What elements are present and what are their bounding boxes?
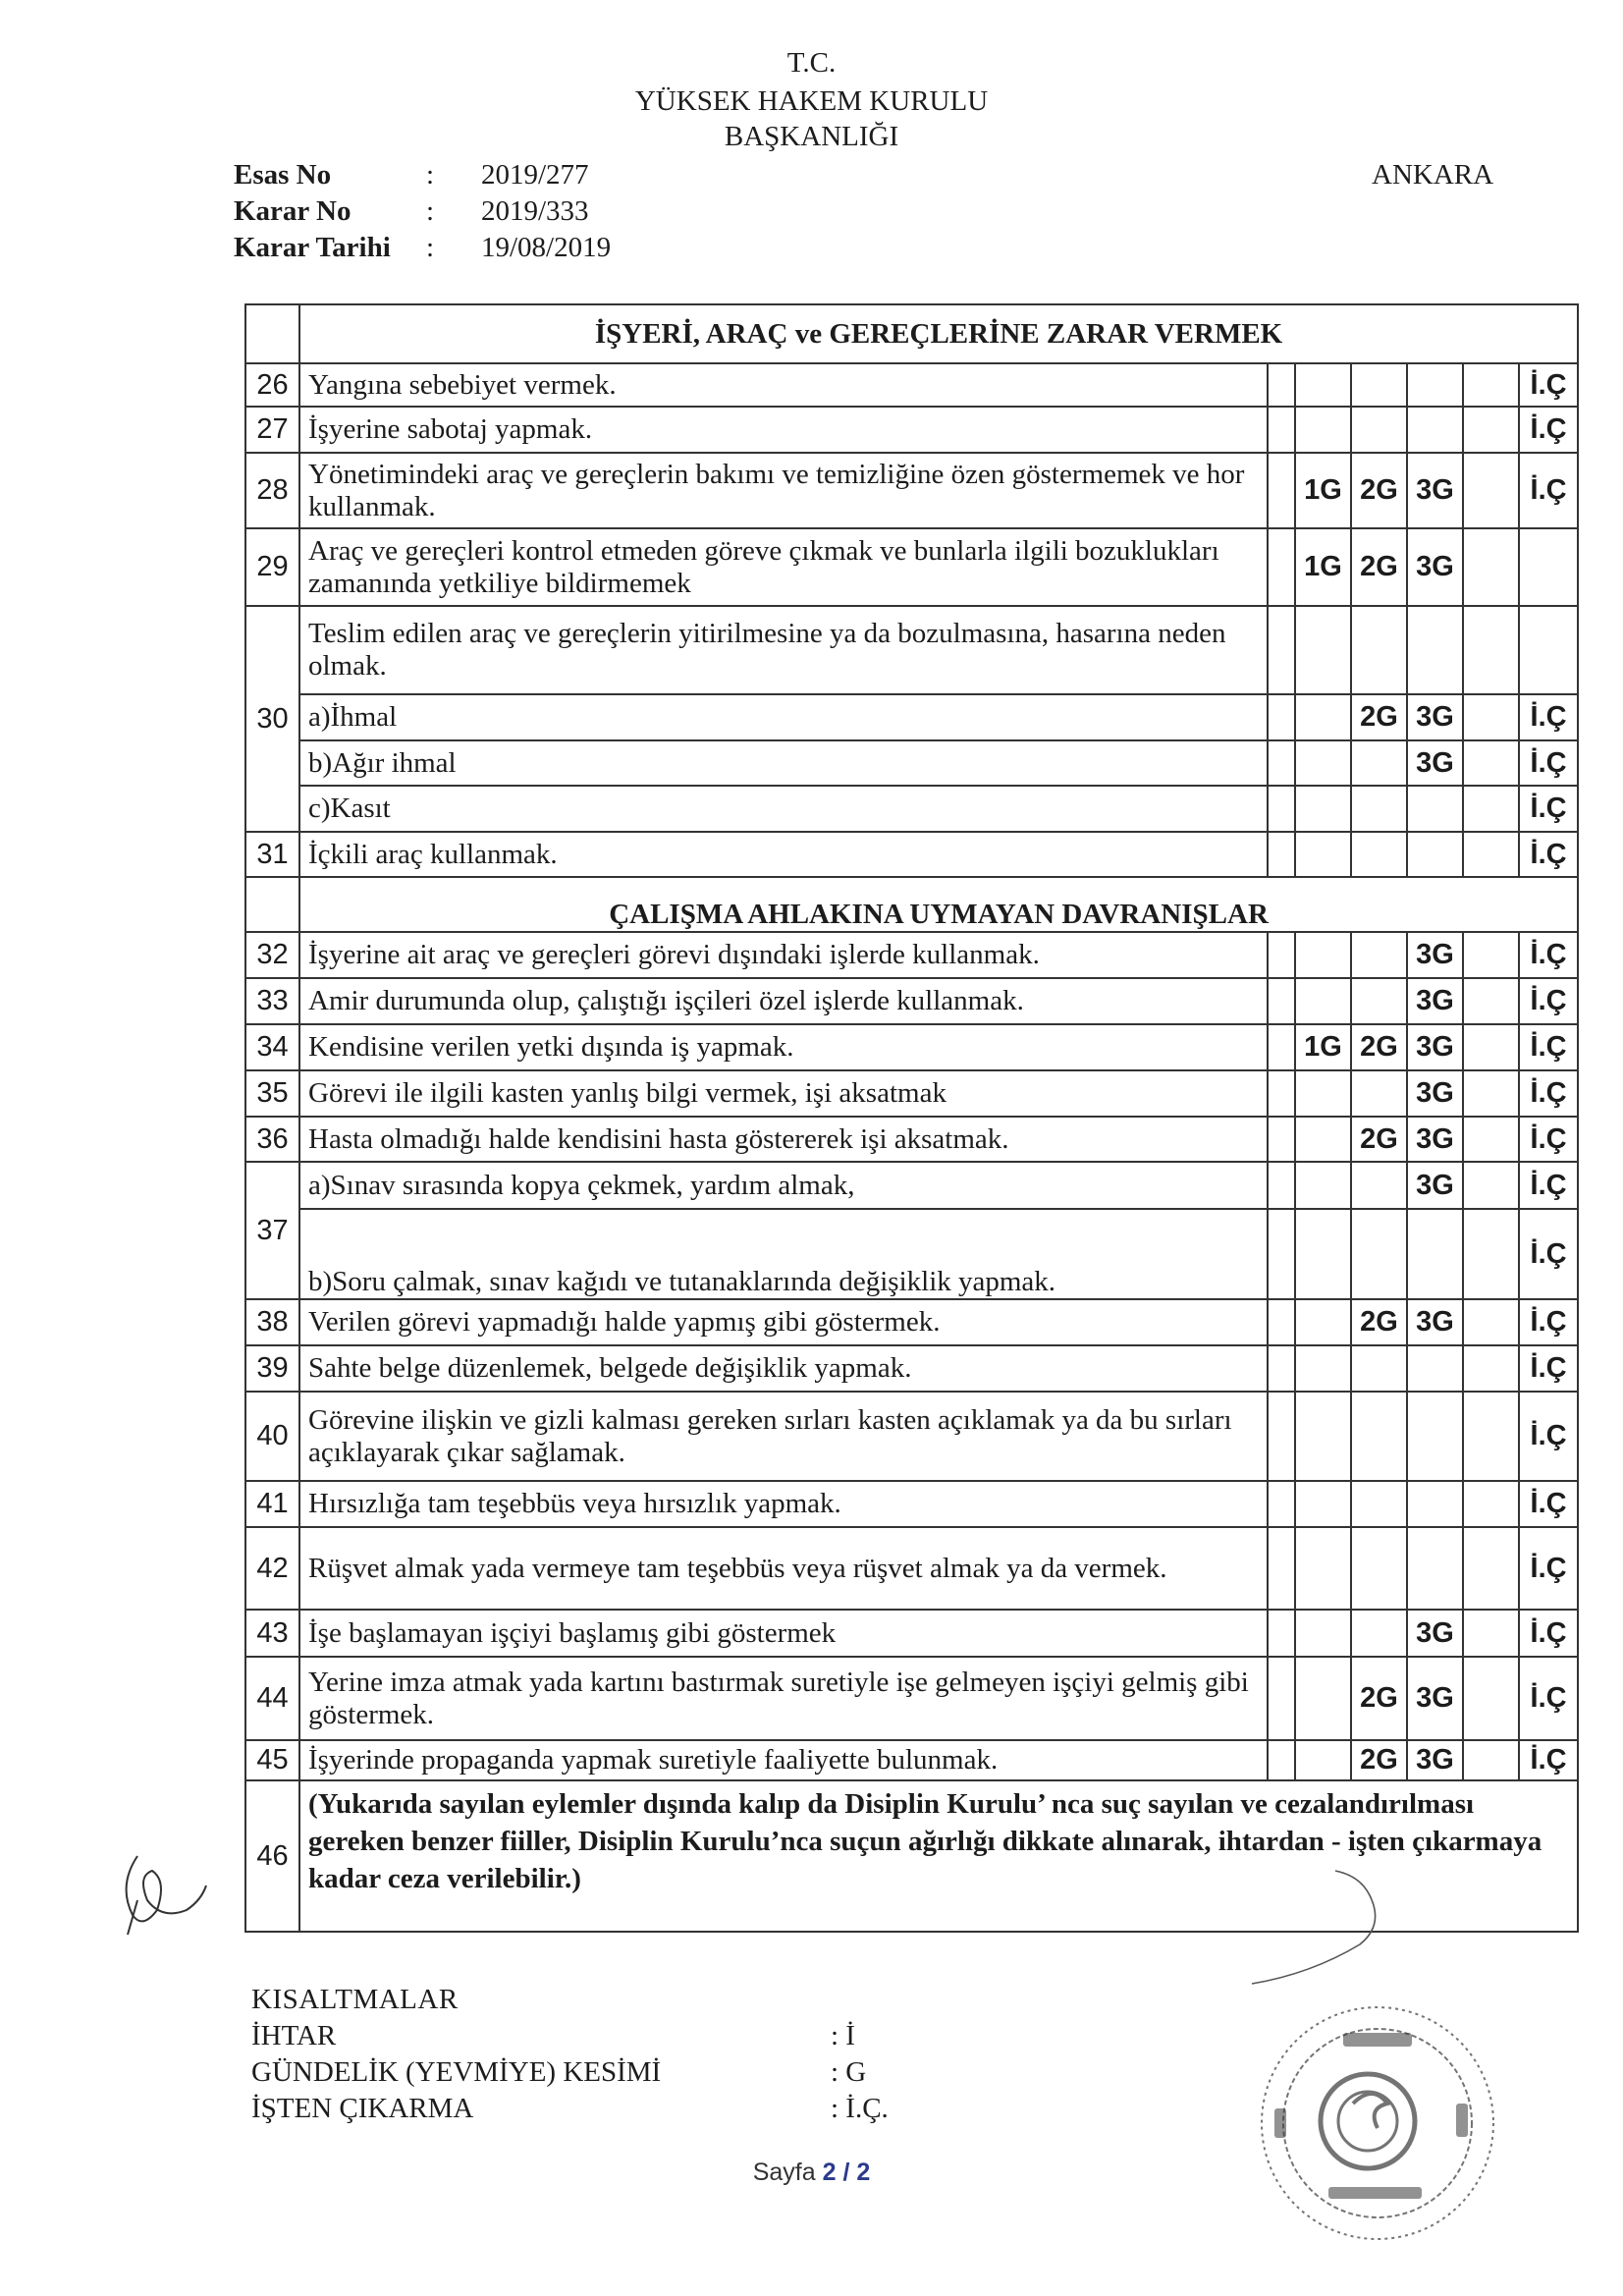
table-subrow [245, 694, 1578, 740]
row-number: 40 [245, 1392, 299, 1481]
table-row [245, 1740, 1578, 1780]
table-subrow [245, 786, 1578, 832]
table-row [245, 1345, 1578, 1392]
section-row [245, 877, 1578, 932]
row-number: 27 [245, 407, 299, 453]
row-text: c)Kasıt [299, 786, 1268, 832]
row-text: İşyerinde propaganda yapmak suretiyle faaliyette bulunmak. [299, 1740, 1268, 1780]
penalty-3g: 3G [1407, 528, 1463, 606]
table-row [245, 1392, 1578, 1481]
table-row [245, 407, 1578, 453]
penalty-2g: 2G [1351, 1024, 1407, 1070]
meta-value: 2019/333 [481, 195, 589, 227]
row-number: 44 [245, 1657, 299, 1740]
penalty-ic: İ.Ç [1519, 1024, 1578, 1070]
row-text: Teslim edilen araç ve gereçlerin yitirilmesine ya da bozulmasına, hasarına neden olmak. [299, 606, 1268, 694]
penalty-ic: İ.Ç [1519, 694, 1578, 740]
row-text: Görevi ile ilgili kasten yanlış bilgi vermek, işi aksatmak [299, 1070, 1268, 1117]
row-number: 37 [245, 1162, 299, 1299]
penalty-ic: İ.Ç [1519, 1345, 1578, 1392]
penalty-3g: 3G [1407, 1024, 1463, 1070]
header-tc: T.C. [786, 47, 837, 79]
penalty-3g: 3G [1407, 1070, 1463, 1117]
row-text: Sahte belge düzenlemek, belgede değişiklik yapmak. [299, 1345, 1268, 1392]
table-row [245, 1070, 1578, 1117]
penalty-3g: 3G [1407, 740, 1463, 786]
row-number: 29 [245, 528, 299, 606]
penalty-ic: İ.Ç [1519, 1527, 1578, 1610]
meta-row-tarih [234, 230, 611, 266]
row-text: Kendisine verilen yetki dışında iş yapmak. [299, 1024, 1268, 1070]
page-count: 2 / 2 [822, 2159, 871, 2186]
penalty-ic: İ.Ç [1519, 786, 1578, 832]
penalty-ic: İ.Ç [1519, 1209, 1578, 1299]
abbreviation-row [251, 2018, 889, 2054]
penalty-ic: İ.Ç [1519, 978, 1578, 1024]
abbreviations [251, 1982, 889, 2127]
penalty-table [244, 303, 1579, 1933]
table-row [245, 1527, 1578, 1610]
row-text: (Yukarıda sayılan eylemler dışında kalıp da Disiplin Kurulu’ nca suç sayılan ve cezalandırılması gereken benzer fiiller, Disiplin Kurulu’nca suçun ağırlığı dikkate alınarak, ihtardan - işten çıkarmaya kadar ceza verilebilir.) [299, 1780, 1578, 1932]
table-row [245, 1024, 1578, 1070]
table-row [245, 1299, 1578, 1345]
penalty-3g: 3G [1407, 1657, 1463, 1740]
meta-row-esas [234, 157, 611, 193]
row-text: Görevine ilişkin ve gizli kalması gereken sırları kasten açıklamak ya da bu sırları açıklayarak çıkar sağlamak. [299, 1392, 1268, 1481]
signature [108, 1836, 216, 1954]
penalty-ic: İ.Ç [1519, 1740, 1578, 1780]
penalty-ic: İ.Ç [1519, 363, 1578, 407]
case-meta [234, 157, 611, 266]
header-presidency: BAŞKANLIĞI [724, 121, 899, 152]
meta-row-karar [234, 193, 611, 230]
penalty-ic: İ.Ç [1519, 832, 1578, 877]
row-text: Yerine imza atmak yada kartını bastırmak suretiyle işe gelmeyen işçiyi gelmiş gibi göstermek. [299, 1657, 1268, 1740]
meta-colon: : [426, 159, 435, 191]
row-text: b)Soru çalmak, sınav kağıdı ve tutanaklarında değişiklik yapmak. [299, 1209, 1268, 1299]
row-number: 33 [245, 978, 299, 1024]
meta-label: Esas No [234, 159, 332, 191]
meta-label: Karar No [234, 195, 352, 227]
row-number: 36 [245, 1117, 299, 1162]
penalty-3g: 3G [1407, 932, 1463, 978]
penalty-2g: 2G [1351, 528, 1407, 606]
penalty-3g: 3G [1407, 453, 1463, 528]
header-institution: YÜKSEK HAKEM KURULU [634, 85, 989, 117]
row-number: 35 [245, 1070, 299, 1117]
row-text: Yönetimindeki araç ve gereçlerin bakımı ve temizliğine özen göstermemek ve hor kullanmak. [299, 453, 1268, 528]
penalty-ic: İ.Ç [1519, 740, 1578, 786]
penalty-ic: İ.Ç [1519, 1070, 1578, 1117]
row-number: 43 [245, 1610, 299, 1657]
signature-scribble [1232, 1856, 1399, 1994]
row-number: 31 [245, 832, 299, 877]
penalty-3g: 3G [1407, 694, 1463, 740]
row-number: 41 [245, 1481, 299, 1527]
row-number: 45 [245, 1740, 299, 1780]
row-text: Amir durumunda olup, çalıştığı işçileri özel işlerde kullanmak. [299, 978, 1268, 1024]
abbreviation-row [251, 2054, 889, 2091]
row-text: İşyerine sabotaj yapmak. [299, 407, 1268, 453]
table-row [245, 978, 1578, 1024]
table-row [245, 453, 1578, 528]
abbreviation-value: : İ.Ç. [831, 2093, 889, 2124]
row-number: 32 [245, 932, 299, 978]
row-text: Araç ve gereçleri kontrol etmeden göreve çıkmak ve bunlarla ilgili bozuklukları zamanında yetkiliye bildirmemek [299, 528, 1268, 606]
table-row [245, 832, 1578, 877]
penalty-ic: İ.Ç [1519, 932, 1578, 978]
row-text: b)Ağır ihmal [299, 740, 1268, 786]
table-row [245, 528, 1578, 606]
penalty-ic: İ.Ç [1519, 1481, 1578, 1527]
meta-value: 19/08/2019 [481, 232, 612, 263]
table-subrow [245, 1209, 1578, 1299]
penalty-3g: 3G [1407, 1117, 1463, 1162]
penalty-1g: 1G [1295, 1024, 1351, 1070]
meta-colon: : [426, 232, 435, 263]
row-number: 30 [245, 606, 299, 832]
penalty-2g: 2G [1351, 1117, 1407, 1162]
row-number: 34 [245, 1024, 299, 1070]
penalty-1g: 1G [1295, 528, 1351, 606]
abbreviation-value: : İ [831, 2020, 855, 2051]
penalty-2g: 2G [1351, 1299, 1407, 1345]
section-title: ÇALIŞMA AHLAKINA UYMAYAN DAVRANIŞLAR [299, 877, 1578, 932]
penalty-3g: 3G [1407, 978, 1463, 1024]
abbreviations-title: KISALTMALAR [251, 1984, 459, 2015]
penalty-ic: İ.Ç [1519, 453, 1578, 528]
row-number: 38 [245, 1299, 299, 1345]
official-stamp [1235, 1995, 1520, 2261]
row-text: İçkili araç kullanmak. [299, 832, 1268, 877]
penalty-ic: İ.Ç [1519, 407, 1578, 453]
table-subrow [245, 740, 1578, 786]
table-row [245, 363, 1578, 407]
row-number: 42 [245, 1527, 299, 1610]
row-text: İşe başlamayan işçiyi başlamış gibi göstermek [299, 1610, 1268, 1657]
penalty-ic: İ.Ç [1519, 1657, 1578, 1740]
table-row [245, 1481, 1578, 1527]
abbreviation-value: : G [831, 2056, 867, 2088]
penalty-2g: 2G [1351, 694, 1407, 740]
page-label: Sayfa [752, 2159, 816, 2186]
table-row [245, 1657, 1578, 1740]
abbreviation-row [251, 2091, 889, 2127]
penalty-ic: İ.Ç [1519, 1610, 1578, 1657]
abbreviation-label: İHTAR [251, 2020, 337, 2051]
table-row [245, 1117, 1578, 1162]
row-text: Hasta olmadığı halde kendisini hasta göstererek işi aksatmak. [299, 1117, 1268, 1162]
row-text: Yangına sebebiyet vermek. [299, 363, 1268, 407]
penalty-ic: İ.Ç [1519, 1392, 1578, 1481]
penalty-ic: İ.Ç [1519, 1162, 1578, 1209]
row-text: Rüşvet almak yada vermeye tam teşebbüs veya rüşvet almak ya da vermek. [299, 1527, 1268, 1610]
row-text: İşyerine ait araç ve gereçleri görevi dışındaki işlerde kullanmak. [299, 932, 1268, 978]
row-text: a)Sınav sırasında kopya çekmek, yardım almak, [299, 1162, 1268, 1209]
table-row [245, 1610, 1578, 1657]
penalty-3g: 3G [1407, 1610, 1463, 1657]
table-row [245, 606, 1578, 694]
meta-value: 2019/277 [481, 159, 589, 191]
table-row [245, 932, 1578, 978]
city: ANKARA [1372, 159, 1494, 191]
row-number: 26 [245, 363, 299, 407]
penalty-ic: İ.Ç [1519, 1117, 1578, 1162]
row-text: a)İhmal [299, 694, 1268, 740]
section-title: İŞYERİ, ARAÇ ve GEREÇLERİNE ZARAR VERMEK [299, 304, 1578, 363]
penalty-2g: 2G [1351, 1740, 1407, 1780]
meta-label: Karar Tarihi [234, 232, 391, 263]
penalty-ic: İ.Ç [1519, 1299, 1578, 1345]
row-text: Verilen görevi yapmadığı halde yapmış gibi göstermek. [299, 1299, 1268, 1345]
penalty-3g: 3G [1407, 1740, 1463, 1780]
penalty-2g: 2G [1351, 1657, 1407, 1740]
penalty-3g: 3G [1407, 1299, 1463, 1345]
row-number: 39 [245, 1345, 299, 1392]
row-number: 46 [245, 1780, 299, 1932]
meta-colon: : [426, 195, 435, 227]
penalty-2g: 2G [1351, 453, 1407, 528]
table-row [245, 1162, 1578, 1209]
penalty-1g: 1G [1295, 453, 1351, 528]
row-number: 28 [245, 453, 299, 528]
abbreviation-label: İŞTEN ÇIKARMA [251, 2093, 474, 2124]
penalty-3g: 3G [1407, 1162, 1463, 1209]
abbreviation-label: GÜNDELİK (YEVMİYE) KESİMİ [251, 2056, 662, 2088]
row-text: Hırsızlığa tam teşebbüs veya hırsızlık yapmak. [299, 1481, 1268, 1527]
section-row [245, 304, 1578, 363]
